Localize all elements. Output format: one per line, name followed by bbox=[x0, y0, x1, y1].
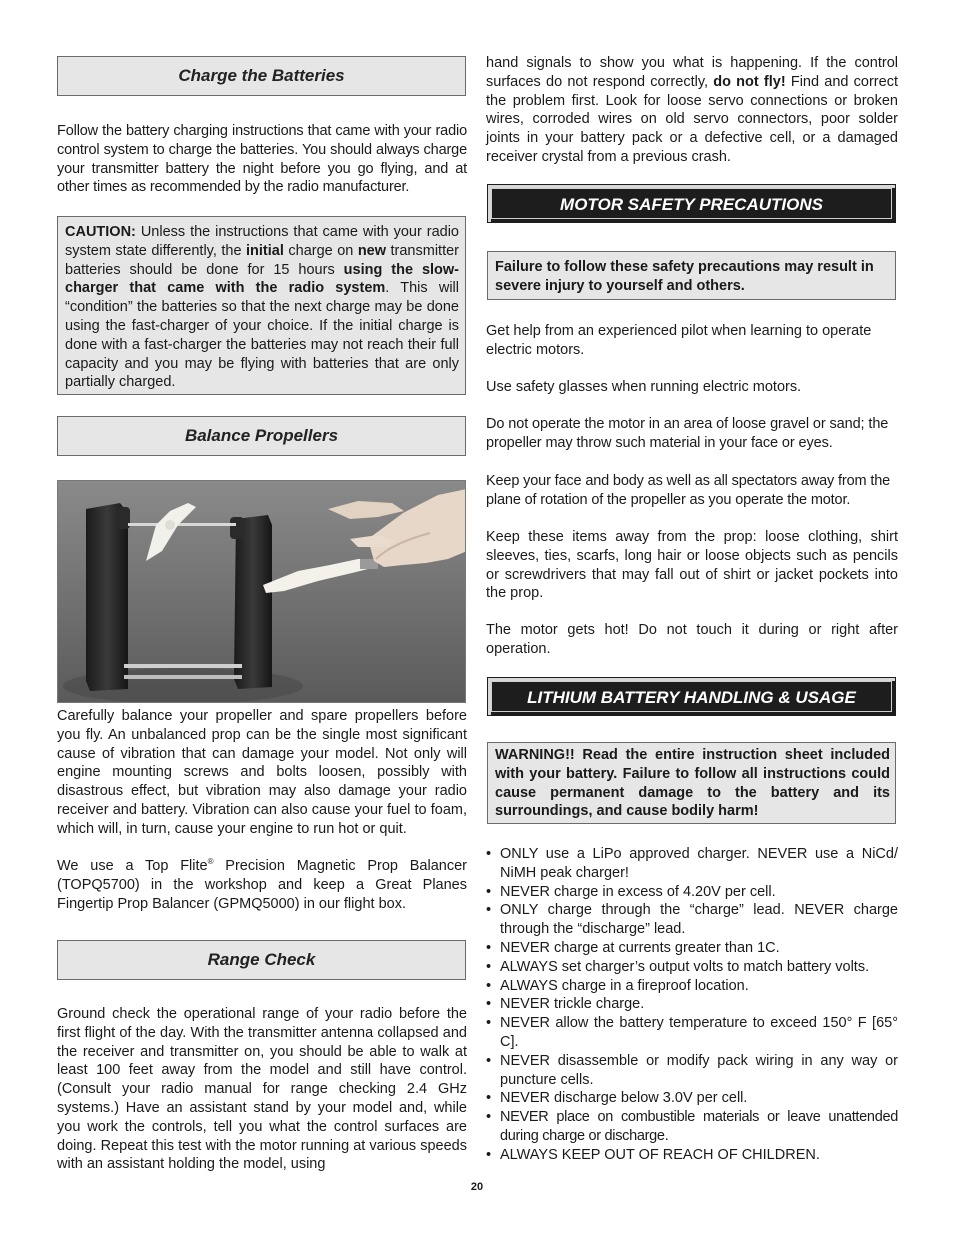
list-item: • NEVER place on combustible materials or leave unattended during charge or discharge. bbox=[486, 1109, 898, 1144]
motor-paragraph-2: Use safety glasses when running electric motors. bbox=[486, 379, 802, 395]
caution-box bbox=[57, 216, 466, 395]
motor-paragraph-3: Do not operate the motor in an area of loose gravel or sand; the propeller may throw such material in your face or eyes. bbox=[486, 416, 889, 451]
range-check-heading bbox=[57, 940, 466, 980]
page-number: 20 bbox=[470, 1181, 484, 1193]
caution-text: CAUTION: Unless the instructions that came with your radio system state differently, the initial charge on new transmitter batteries should be done for 15 hours using the slow-charger that came with the radio system. This will “condition” the batteries so that the next charge may be done using the fast-charger of your choice. If the initial charge is done with a fast-charger the batteries may not reach their full capacity and you may be flying with batteries that are only partially charged. bbox=[65, 224, 460, 391]
list-item: • ONLY use a LiPo approved charger. NEVER use a NiCd/ NiMH peak charger! bbox=[486, 846, 898, 881]
charge-batteries-heading bbox=[57, 56, 466, 96]
lithium-rules-list bbox=[486, 845, 898, 1165]
balance-propellers-heading bbox=[57, 416, 466, 456]
motor-paragraph-4: Keep your face and body as well as all spectators away from the plane of rotation of the propeller as you operate the motor. bbox=[486, 473, 891, 508]
balance-propellers-text: Carefully balance your propeller and spare propellers before you fly. An unbalanced prop can be the single most significant cause of vibration that can damage your model. Not only will engine mounting screws and bolts loosen, possibly with disastrous effect, but vibration may also damage your radio receiver and battery. Vibration can also cause your fuel to foam, which will, in turn, cause your engine to run hot or quit. bbox=[57, 708, 467, 837]
list-item: • ALWAYS charge in a fireproof location. bbox=[486, 977, 749, 994]
list-item: • NEVER disassemble or modify pack wiring in any way or puncture cells. bbox=[486, 1052, 898, 1088]
motor-paragraph-6: The motor gets hot! Do not touch it during or right after operation. bbox=[486, 622, 898, 657]
motor-safety-heading bbox=[487, 184, 896, 223]
motor-safety-heading-text: MOTOR SAFETY PRECAUTIONS bbox=[560, 195, 823, 214]
list-item: • NEVER charge in excess of 4.20V per cell. bbox=[486, 883, 776, 900]
list-item: • NEVER allow the battery temperature to exceed 150° F [65° C]. bbox=[486, 1015, 898, 1050]
charge-batteries-text: Follow the battery charging instructions that came with your radio control system to charge the batteries. You should always charge your transmitter battery the night before you go flying, and at other times as recommended by the radio manufacturer. bbox=[57, 123, 467, 196]
lithium-battery-heading bbox=[487, 677, 896, 716]
list-item: • ALWAYS KEEP OUT OF REACH OF CHILDREN. bbox=[486, 1146, 820, 1163]
lithium-battery-heading-text: LITHIUM BATTERY HANDLING & USAGE bbox=[527, 688, 856, 707]
caution-label: CAUTION: bbox=[65, 224, 136, 240]
list-item: • NEVER trickle charge. bbox=[486, 996, 645, 1013]
motor-warning-text: Failure to follow these safety precautions may result in severe injury to yourself and others. bbox=[495, 259, 874, 294]
list-item: • NEVER charge at currents greater than 1C. bbox=[486, 939, 780, 956]
motor-paragraph-5: Keep these items away from the prop: loose clothing, shirt sleeves, ties, scarfs, long hair or loose objects such as pencils or screwdrivers that may fall out of shirt or jacket pockets into the prop. bbox=[486, 529, 898, 602]
range-check-continued-text: hand signals to show you what is happening. If the control surfaces do not respond correctly, do not fly! Find and correct the problem first. Look for loose servo connections or broken wires, corroded wires on old servo connectors, poor solder joints in your battery pack or a defective cell, or a damaged receiver crystal from a previous crash. bbox=[486, 55, 898, 165]
motor-warning-box bbox=[487, 251, 896, 300]
prop-balancer-photo bbox=[57, 480, 466, 703]
motor-paragraph-1: Get help from an experienced pilot when learning to operate electric motors. bbox=[486, 323, 872, 358]
range-check-text: Ground check the operational range of your radio before the first flight of the day. With the transmitter antenna collapsed and the receiver and transmitter on, you should be able to walk at least 100 feet away from the model and still have control. (Consult your radio manual for range checking 2.4 GHz systems.) Have an assistant stand by your model and, while you work the controls, tell you what the control surfaces are doing. Repeat this test with the motor running at various speeds with an assistant holding the model, using bbox=[57, 1006, 467, 1173]
lithium-warning-box bbox=[487, 742, 896, 824]
list-item: • ONLY charge through the “charge” lead. NEVER charge through the “discharge” lead. bbox=[486, 902, 898, 938]
charge-batteries-heading-text: Charge the Batteries bbox=[178, 66, 345, 85]
balance-propellers-heading-text: Balance Propellers bbox=[184, 426, 339, 445]
list-item: • NEVER discharge below 3.0V per cell. bbox=[486, 1090, 748, 1107]
lithium-warning-text: WARNING!! Read the entire instruction sheet included with your battery. Failure to follow all instructions could cause permanent damage to the battery and its surroundings, and cause bodily harm! bbox=[495, 747, 890, 820]
prop-balancer-text: We use a Top Flite® Precision Magnetic Prop Balancer (TOPQ5700) in the workshop and keep a Great Planes Fingertip Prop Balancer (GPMQ5000) in our flight box. bbox=[57, 857, 467, 912]
range-check-heading-text: Range Check bbox=[207, 950, 316, 969]
list-item: • ALWAYS set charger’s output volts to match battery volts. bbox=[486, 958, 870, 975]
